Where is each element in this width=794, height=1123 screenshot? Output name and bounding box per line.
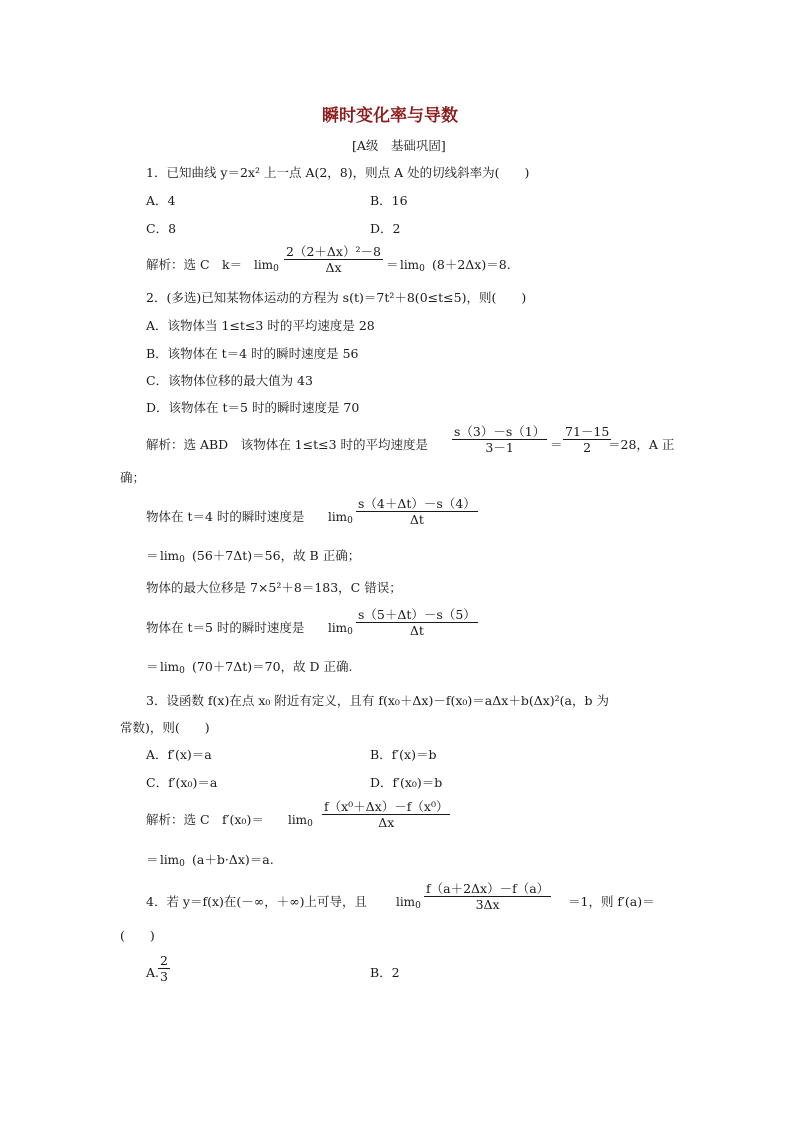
q2-option-d: D．该物体在 t＝5 时的瞬时速度是 70 [146, 400, 360, 415]
q4-option-a-fraction [158, 953, 170, 984]
q3-fraction-denominator: Δx [378, 815, 395, 830]
q3-fraction [322, 799, 450, 830]
q4-fraction-numerator: f（a＋2Δx）－f（a） [426, 881, 550, 896]
q3-solution-prefix: 解析：选 C f′(x₀)＝ [146, 812, 264, 827]
q1-solution-prefix: 解析：选 C k＝ [146, 257, 243, 272]
q2-line3-equals: ＝ [146, 548, 159, 563]
q1-fraction [284, 244, 383, 275]
q3-option-b: B．f′(x)＝b [370, 747, 437, 762]
q1-option-a: A．4 [146, 193, 176, 208]
q1-option-d: D．2 [370, 221, 401, 236]
q4-stem-post: ＝1，则 f′(a)＝ [568, 894, 655, 909]
q2-limit-1: $\lim_0$ [328, 510, 353, 526]
q2-line3: (56＋7Δt)＝56，故 B 正确； [192, 548, 361, 563]
q2-equals: ＝ [550, 437, 563, 452]
q4-stem-prefix: 4．若 y＝f(x)在(－∞，＋∞)上可导，且 [146, 894, 367, 909]
q2-fraction-3-denominator: Δt [409, 512, 424, 527]
q2-fraction-3-numerator: s（4＋Δt）－s（4） [358, 496, 476, 511]
q2-fraction-2-denominator: 2 [583, 440, 592, 455]
q2-solution-prefix: 解析：选 ABD 该物体在 1≤t≤3 时的平均速度是 [146, 437, 429, 452]
q4-stem-wrap: ( ) [120, 928, 155, 943]
page-title: 瞬时变化率与导数 [322, 106, 458, 126]
q1-solution-tail: (8＋2Δx)＝8. [432, 257, 511, 272]
q4-option-a-denominator: 3 [160, 969, 168, 984]
q1-fraction-numerator: 2（2＋Δx）²－8 [286, 244, 381, 259]
q2-limit-3: $\lim_0$ [328, 621, 353, 637]
q2-line6-equals: ＝ [146, 659, 159, 674]
q1-option-b: B．16 [370, 193, 408, 208]
q2-solution-wrap: 确； [120, 470, 146, 485]
q2-limit-2: $\lim_0$ [160, 549, 185, 565]
q4-fraction-denominator: 3Δx [475, 897, 500, 912]
q2-stem: 2．(多选)已知某物体运动的方程为 s(t)＝7t²＋8(0≤t≤5)，则( ) [146, 290, 527, 305]
q4-fraction [424, 881, 551, 912]
q2-fraction-3 [356, 496, 478, 527]
q3-line2: (a＋b·Δx)＝a. [192, 852, 274, 867]
q2-limit-4: $\lim_0$ [160, 660, 185, 676]
q3-option-c: C．f′(x₀)＝a [146, 775, 218, 790]
q2-fraction-4-denominator: Δt [409, 623, 424, 638]
q4-limit: $\lim_0$ [396, 895, 421, 911]
q2-fraction-1-numerator: s（3）－s（1） [454, 424, 546, 439]
q3-option-a: A．f′(x)＝a [146, 747, 212, 762]
q1-fraction-denominator: Δx [325, 260, 342, 275]
q3-stem-line1: 3．设函数 f(x)在点 x₀ 附近有定义，且有 f(x₀＋Δx)－f(x₀)＝aΔx＋b(Δx)²(a，b 为 [146, 693, 609, 708]
level-heading: [A级 基础巩固] [352, 138, 446, 153]
q1-limit: $\lim_0$ [254, 258, 279, 274]
q4-option-a-label: A. [146, 965, 160, 980]
q2-fraction-2-numerator: 71－15 [565, 424, 610, 439]
q2-line5-prefix: 物体在 t＝5 时的瞬时速度是 [146, 620, 305, 635]
q3-fraction-numerator: f（x⁰＋Δx）－f（x⁰） [324, 799, 449, 814]
q1-option-c: C．8 [146, 221, 177, 236]
q2-option-a: A．该物体当 1≤t≤3 时的平均速度是 28 [146, 318, 375, 333]
q2-line6: (70＋7Δt)＝70，故 D 正确. [192, 659, 353, 674]
q2-fraction-4 [356, 607, 478, 638]
q2-fraction-4-numerator: s（5＋Δt）－s（5） [358, 607, 476, 622]
q2-fraction-2 [563, 424, 611, 455]
q3-line2-equals: ＝ [146, 852, 159, 867]
q3-option-d: D．f′(x₀)＝b [370, 775, 443, 790]
q3-stem-line2: 常数)，则( ) [120, 720, 210, 735]
q2-fraction-1-denominator: 3－1 [485, 440, 514, 455]
q3-limit-1: $\lim_0$ [288, 813, 313, 829]
q2-fraction-1 [452, 424, 547, 455]
q1-equals: ＝ [386, 257, 399, 272]
q2-option-c: C．该物体位移的最大值为 43 [146, 373, 313, 388]
q2-option-b: B．该物体在 t＝4 时的瞬时速度是 56 [146, 346, 359, 361]
q1-stem: 1．已知曲线 y＝2x² 上一点 A(2，8)，则点 A 处的切线斜率为( ) [146, 165, 530, 180]
q1-limit-2: $\lim_0$ [400, 258, 425, 274]
q4-option-a-numerator: 2 [160, 953, 168, 968]
q2-solution-post: ＝28，A 正 [608, 437, 675, 452]
q2-line2-prefix: 物体在 t＝4 时的瞬时速度是 [146, 509, 305, 524]
q4-option-b: B．2 [370, 965, 400, 980]
q3-limit-2: $\lim_0$ [160, 853, 185, 869]
q2-line4: 物体的最大位移是 7×5²＋8＝183，C 错误； [146, 580, 402, 595]
